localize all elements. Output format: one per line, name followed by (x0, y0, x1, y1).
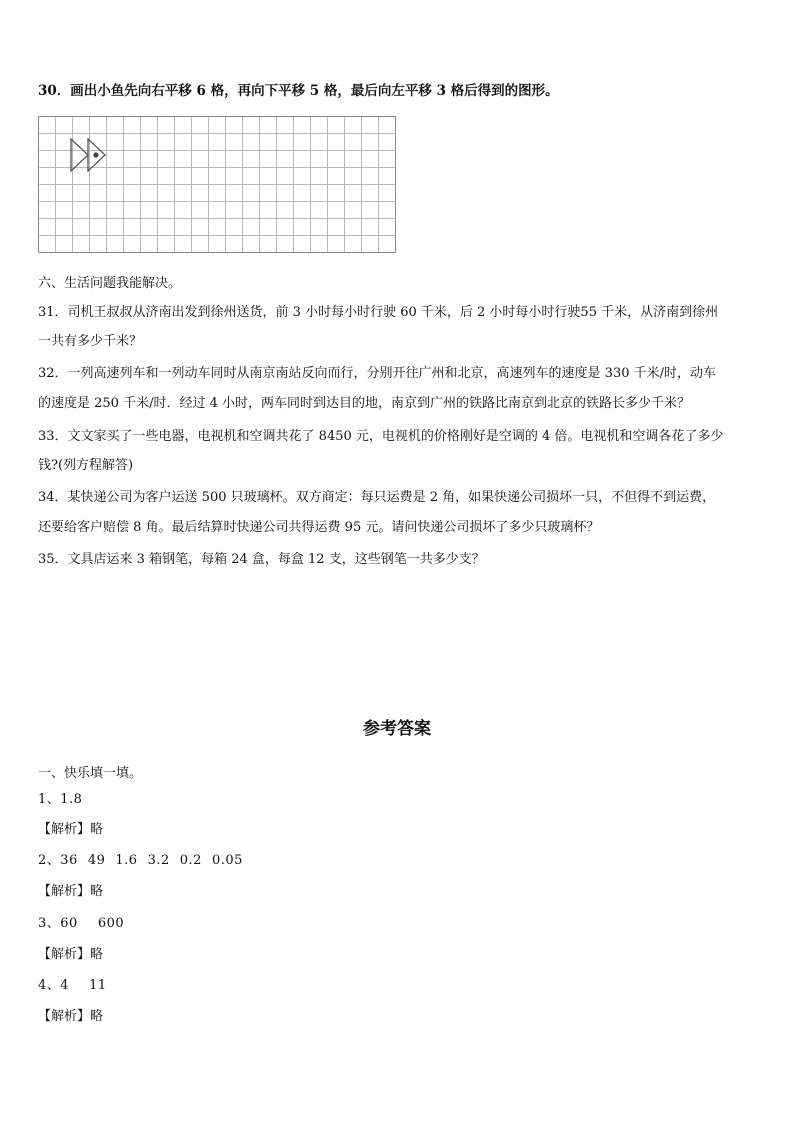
answer-3-prefix: 3、 (38, 916, 61, 931)
question-31-line-1: 31．司机王叔叔从济南出发到徐州送货，前 3 小时每小时行驶 60 千米，后 2 小时每小时行驶55 千米，从济南到徐州 (38, 305, 719, 320)
answer-4-prefix: 4、 (38, 978, 61, 993)
question-35: 35．文具店运来 3 箱钢笔，每箱 24 盒，每盒 12 支，这些钢笔一共多少支？ (38, 552, 485, 567)
analysis-1: 【解析】略 (38, 822, 104, 837)
section-6-heading: 六、生活问题我能解决。 (38, 276, 182, 291)
answers-title: 参考答案 (363, 719, 431, 739)
answer-2-value: 1.6 (115, 853, 138, 868)
answer-3-value: 60 (60, 916, 78, 931)
answer-2-value: 0.05 (211, 853, 243, 868)
answer-4-value: 4 (60, 978, 70, 993)
answer-2-value: 36 (60, 853, 78, 868)
question-32-line-1: 32．一列高速列车和一列动车同时从南京南站反向而行，分别开往广州和北京，高速列车的速度是 330 千米/时，动车 (38, 366, 717, 381)
question-33-line-2: 钱?(列方程解答) (38, 458, 134, 473)
question-32-line-2: 的速度是 250 千米/时．经过 4 小时，两车同时到达目的地，南京到广州的铁路比南京到北京的铁路长多少千米？ (38, 396, 690, 411)
question-34-line-2: 还要给客户赔偿 8 角。最后结算时快递公司共得运费 95 元。请问快递公司损坏了多少只玻璃杯？ (38, 520, 600, 535)
fish-outline-icon (71, 139, 105, 171)
question-30: 30．画出小鱼先向右平移 6 格，再向下平移 5 格，最后向左平移 3 格后得到的图形。 (38, 83, 559, 99)
answer-2-value: 3.2 (147, 853, 170, 868)
answers-section-1-heading: 一、快乐填一填。 (38, 766, 143, 781)
analysis-2: 【解析】略 (38, 884, 104, 899)
answer-2-value: 0.2 (179, 853, 202, 868)
answer-2-value: 49 (87, 853, 106, 868)
answer-4-value: 11 (89, 978, 107, 993)
answer-3 (38, 916, 124, 932)
question-34-line-1: 34．某快递公司为客户运送 500 只玻璃杯。双方商定：每只运费是 2 角，如果快递公司损坏一只，不但得不到运费， (38, 490, 716, 505)
answer-2-prefix: 2、 (38, 853, 61, 868)
translation-grid (38, 116, 398, 262)
answer-4 (38, 978, 107, 994)
answer-3-value: 600 (97, 916, 125, 931)
answer-2 (38, 853, 243, 869)
question-33-line-1: 33．文文家买了一些电器，电视机和空调共花了 8450 元，电视机的价格刚好是空调的 4 倍。电视机和空调各花了多少 (38, 429, 724, 444)
answer-1: 1、1.8 (38, 792, 83, 807)
analysis-3: 【解析】略 (38, 947, 104, 962)
question-31-line-2: 一共有多少千米？ (38, 334, 143, 349)
analysis-4: 【解析】略 (38, 1009, 104, 1024)
